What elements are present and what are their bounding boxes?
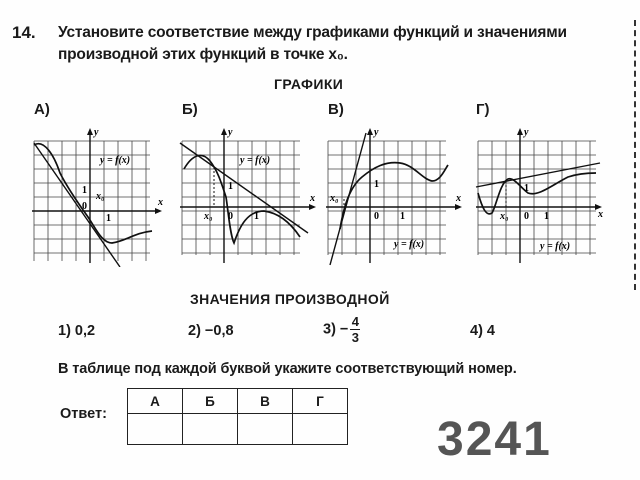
option-2: 2) −0,8 xyxy=(188,323,234,339)
origin-label: 0 xyxy=(524,211,529,222)
option-3-fraction xyxy=(350,315,360,344)
origin-label: 0 xyxy=(228,211,233,222)
answer-cell-g[interactable] xyxy=(293,414,348,445)
x0-label: x₀ xyxy=(330,193,339,204)
tick-one-y: 1 xyxy=(524,183,529,194)
answer-label: Ответ: xyxy=(60,406,107,422)
answer-cell-a[interactable] xyxy=(128,414,183,445)
x-axis-label: x xyxy=(456,193,461,204)
origin-label: 0 xyxy=(374,211,379,222)
answer-header-g: Г xyxy=(293,389,348,414)
answer-table xyxy=(127,388,348,445)
answer-cell-b[interactable] xyxy=(183,414,238,445)
function-label: y = f(x) xyxy=(240,155,271,166)
values-heading: ЗНАЧЕНИЯ ПРОИЗВОДНОЙ xyxy=(190,291,390,307)
function-label: y = f(x) xyxy=(100,155,131,166)
graph-label-v: В) xyxy=(328,101,344,118)
y-axis-label: y xyxy=(524,127,529,138)
graphs-heading: ГРАФИКИ xyxy=(274,76,344,92)
option-3 xyxy=(323,315,360,344)
task-text-line-1: Установите соответствие между графиками функций и значениями xyxy=(58,24,567,41)
x-axis-label: x xyxy=(158,197,163,208)
answer-header-a: А xyxy=(128,389,183,414)
x-axis-label: x xyxy=(310,193,315,204)
graph-label-a: А) xyxy=(34,101,50,118)
result-answer: 3241 xyxy=(437,413,552,466)
tick-one-y: 1 xyxy=(82,185,87,196)
option-1: 1) 0,2 xyxy=(58,323,96,339)
tick-one-y: 1 xyxy=(374,179,379,190)
x-axis-label: x xyxy=(598,209,603,220)
task-text-line-2: производной этих функций в точке x₀. xyxy=(58,46,348,63)
page-edge-divider xyxy=(634,20,636,290)
tick-one-x: 1 xyxy=(544,211,549,222)
option-4: 4) 4 xyxy=(470,323,495,339)
tick-one-x: 1 xyxy=(254,211,259,222)
x0-label: x₀ xyxy=(204,211,213,222)
instruction-text: В таблице под каждой буквой укажите соответствующий номер. xyxy=(58,361,517,377)
x0-label: x₀ xyxy=(500,211,509,222)
graph-a xyxy=(30,125,170,267)
graph-label-b: Б) xyxy=(182,101,198,118)
function-label: y = f(x) xyxy=(540,241,571,252)
graph-v xyxy=(322,125,470,267)
y-axis-label: y xyxy=(374,127,379,138)
option-3-denominator: 3 xyxy=(351,330,359,345)
function-label: y = f(x) xyxy=(394,239,425,250)
answer-header-b: Б xyxy=(183,389,238,414)
task-number: 14. xyxy=(12,23,36,42)
y-axis-label: y xyxy=(94,127,99,138)
x0-label: x₀ xyxy=(96,191,105,202)
graph-label-g: Г) xyxy=(476,101,490,118)
graph-b xyxy=(176,125,321,267)
option-3-numerator: 4 xyxy=(351,314,359,329)
tick-one-y: 1 xyxy=(228,181,233,192)
tick-one-x: 1 xyxy=(106,213,111,224)
option-3-prefix: 3) − xyxy=(323,321,349,338)
graph-g xyxy=(472,125,612,267)
tick-one-x: 1 xyxy=(400,211,405,222)
origin-label: 0 xyxy=(82,201,87,212)
y-axis-label: y xyxy=(228,127,233,138)
answer-cell-v[interactable] xyxy=(238,414,293,445)
function-curve xyxy=(184,155,300,243)
function-curve xyxy=(478,173,596,214)
answer-header-v: В xyxy=(238,389,293,414)
